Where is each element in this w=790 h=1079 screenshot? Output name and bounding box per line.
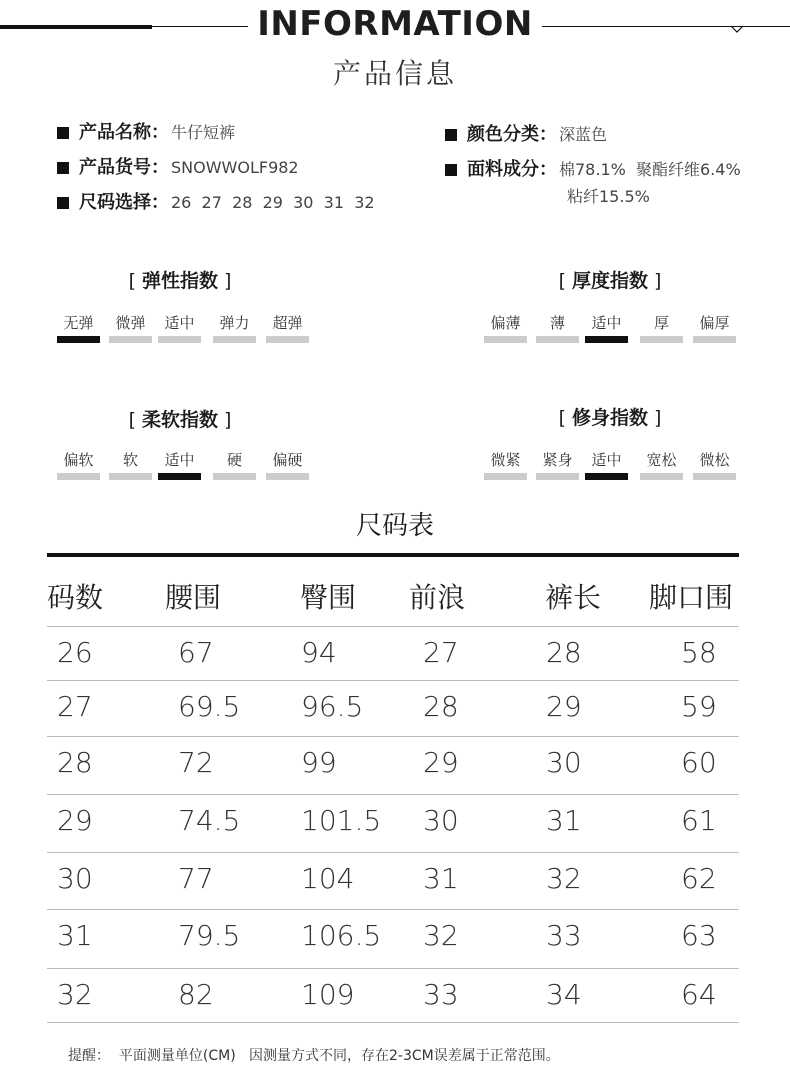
table-cell: 30 bbox=[423, 804, 459, 837]
index-option-label: 偏厚 bbox=[699, 314, 730, 332]
index-thickness bbox=[484, 312, 744, 352]
table-row bbox=[47, 909, 739, 969]
index-title-thickness bbox=[480, 266, 740, 293]
table-row bbox=[47, 736, 739, 795]
index-option-label: 软 bbox=[122, 451, 138, 469]
info-size-options bbox=[57, 188, 375, 214]
table-cell: 28 bbox=[57, 746, 93, 779]
table-cell: 31 bbox=[57, 919, 93, 952]
index-option bbox=[640, 312, 683, 333]
info-value: 棉78.1% 聚酯纤维6.4% bbox=[559, 160, 741, 179]
info-fabric bbox=[445, 155, 741, 181]
table-header-cell: 前浪 bbox=[409, 581, 466, 614]
info-product-code bbox=[57, 153, 299, 179]
index-title-text: 厚度指数 bbox=[571, 270, 648, 292]
table-cell: 30 bbox=[57, 862, 93, 895]
bullet-square-icon bbox=[57, 197, 69, 209]
index-option-label: 适中 bbox=[164, 314, 195, 332]
index-bar bbox=[693, 336, 736, 343]
info-product-name bbox=[57, 118, 235, 144]
index-bar bbox=[693, 473, 736, 480]
table-cell: 27 bbox=[423, 636, 459, 669]
table-cell: 96.5 bbox=[301, 690, 364, 723]
index-option-label: 微弹 bbox=[115, 314, 146, 332]
index-bar bbox=[158, 336, 201, 343]
table-cell: 104 bbox=[301, 862, 355, 895]
index-option-label: 薄 bbox=[549, 314, 565, 332]
index-option-label: 硬 bbox=[226, 451, 242, 469]
index-option bbox=[158, 312, 201, 333]
index-bar bbox=[484, 336, 527, 343]
index-option bbox=[57, 449, 100, 470]
table-cell: 29 bbox=[546, 690, 582, 723]
table-cell: 72 bbox=[178, 746, 214, 779]
table-cell: 69.5 bbox=[178, 690, 241, 723]
index-option-label: 紧身 bbox=[542, 451, 573, 469]
table-cell: 79.5 bbox=[178, 919, 241, 952]
index-option bbox=[57, 312, 100, 333]
bracket-open: [ bbox=[128, 270, 136, 292]
index-title-elasticity bbox=[50, 266, 310, 293]
table-cell: 77 bbox=[178, 862, 214, 895]
table-header-cell: 码数 bbox=[47, 581, 104, 614]
measurement-note: 提醒： 平面测量单位(CM) 因测量方式不同，存在2-3CM误差属于正常范围。 bbox=[68, 1048, 560, 1064]
bracket-close: ] bbox=[654, 407, 662, 429]
table-cell: 59 bbox=[681, 690, 717, 723]
table-cell: 26 bbox=[57, 636, 93, 669]
size-table-title: 尺码表 bbox=[355, 511, 434, 541]
index-option-label: 无弹 bbox=[63, 314, 94, 332]
table-cell: 33 bbox=[546, 919, 582, 952]
index-bar bbox=[484, 473, 527, 480]
index-bar bbox=[213, 336, 256, 343]
bullet-square-icon bbox=[445, 129, 457, 141]
table-cell: 27 bbox=[57, 690, 93, 723]
index-option-label: 适中 bbox=[164, 451, 195, 469]
index-softness bbox=[57, 449, 317, 489]
table-cell: 32 bbox=[423, 919, 459, 952]
table-cell: 61 bbox=[681, 804, 717, 837]
index-bar bbox=[640, 473, 683, 480]
table-cell: 32 bbox=[546, 862, 582, 895]
index-option-label: 适中 bbox=[591, 451, 622, 469]
table-row bbox=[47, 852, 739, 910]
info-label: 产品货号： bbox=[79, 157, 169, 178]
index-title-softness bbox=[50, 405, 310, 432]
table-header-cell: 臀围 bbox=[300, 581, 357, 614]
index-bar-active bbox=[585, 473, 628, 480]
index-option bbox=[266, 312, 309, 333]
bracket-close: ] bbox=[224, 270, 232, 292]
bullet-square-icon bbox=[57, 162, 69, 174]
page-subtitle: 产品信息 bbox=[332, 57, 457, 90]
index-bar bbox=[640, 336, 683, 343]
table-header-cell: 裤长 bbox=[545, 581, 602, 614]
info-label: 产品名称： bbox=[79, 122, 169, 143]
index-option bbox=[484, 449, 527, 470]
info-label: 尺码选择： bbox=[79, 192, 169, 213]
info-value: SNOWWOLF982 bbox=[171, 158, 299, 177]
index-fit bbox=[484, 449, 744, 489]
info-fabric-continued: 粘纤15.5% bbox=[567, 187, 650, 206]
table-cell: 62 bbox=[681, 862, 717, 895]
index-bar-active bbox=[57, 336, 100, 343]
info-value: 26 27 28 29 30 31 32 bbox=[171, 193, 375, 212]
bullet-square-icon bbox=[445, 164, 457, 176]
table-cell: 106.5 bbox=[301, 919, 382, 952]
index-option-label: 偏薄 bbox=[490, 314, 521, 332]
index-option-label: 适中 bbox=[591, 314, 622, 332]
index-option bbox=[158, 449, 201, 470]
index-option bbox=[266, 449, 309, 470]
info-label: 颜色分类： bbox=[467, 124, 557, 145]
index-bar bbox=[266, 336, 309, 343]
index-option bbox=[484, 312, 527, 333]
table-cell: 29 bbox=[57, 804, 93, 837]
index-option-label: 微紧 bbox=[490, 451, 521, 469]
table-row bbox=[47, 680, 739, 737]
index-bar bbox=[109, 473, 152, 480]
index-option bbox=[109, 312, 152, 333]
index-option bbox=[213, 449, 256, 470]
index-option-label: 超弹 bbox=[272, 314, 303, 332]
table-cell: 29 bbox=[423, 746, 459, 779]
index-bar bbox=[57, 473, 100, 480]
page-title: INFORMATION bbox=[257, 4, 533, 44]
index-option-label: 厚 bbox=[653, 314, 669, 332]
index-option bbox=[536, 312, 579, 333]
bracket-open: [ bbox=[558, 270, 566, 292]
index-title-text: 弹性指数 bbox=[141, 270, 218, 292]
table-cell: 63 bbox=[681, 919, 717, 952]
index-option-label: 偏硬 bbox=[272, 451, 303, 469]
index-bar-active bbox=[158, 473, 201, 480]
size-table-bottom-rule bbox=[47, 1022, 739, 1023]
index-option bbox=[640, 449, 683, 470]
index-title-text: 修身指数 bbox=[571, 407, 648, 429]
index-bar bbox=[536, 473, 579, 480]
bracket-open: [ bbox=[128, 409, 136, 431]
info-label: 面料成分： bbox=[467, 159, 557, 180]
table-cell: 30 bbox=[546, 746, 582, 779]
table-cell: 82 bbox=[178, 978, 214, 1011]
table-cell: 94 bbox=[301, 636, 337, 669]
index-bar bbox=[266, 473, 309, 480]
bullet-square-icon bbox=[57, 127, 69, 139]
table-row bbox=[47, 626, 739, 681]
index-option-label: 弹力 bbox=[219, 314, 250, 332]
index-option-label: 微松 bbox=[699, 451, 730, 469]
index-option bbox=[213, 312, 256, 333]
index-option bbox=[109, 449, 152, 470]
size-table-top-rule bbox=[47, 553, 739, 557]
table-cell: 28 bbox=[546, 636, 582, 669]
table-cell: 60 bbox=[681, 746, 717, 779]
table-cell: 64 bbox=[681, 978, 717, 1011]
table-row bbox=[47, 968, 739, 1023]
bracket-close: ] bbox=[654, 270, 662, 292]
info-color bbox=[445, 120, 607, 146]
index-bar bbox=[536, 336, 579, 343]
table-cell: 31 bbox=[546, 804, 582, 837]
index-elasticity bbox=[57, 312, 317, 352]
size-table-header bbox=[47, 576, 739, 626]
table-cell: 67 bbox=[178, 636, 214, 669]
index-option bbox=[585, 449, 628, 470]
info-value: 深蓝色 bbox=[559, 125, 608, 144]
index-option bbox=[536, 449, 579, 470]
table-cell: 33 bbox=[423, 978, 459, 1011]
table-cell: 109 bbox=[301, 978, 355, 1011]
index-option bbox=[585, 312, 628, 333]
table-cell: 58 bbox=[681, 636, 717, 669]
table-header-cell: 腰围 bbox=[165, 581, 222, 614]
table-header-cell: 脚口围 bbox=[649, 581, 734, 614]
bracket-open: [ bbox=[558, 407, 566, 429]
table-cell: 32 bbox=[57, 978, 93, 1011]
index-bar bbox=[109, 336, 152, 343]
index-option bbox=[693, 449, 736, 470]
index-title-text: 柔软指数 bbox=[141, 409, 218, 431]
index-bar bbox=[213, 473, 256, 480]
table-cell: 31 bbox=[423, 862, 459, 895]
info-value: 牛仔短裤 bbox=[171, 123, 236, 142]
index-title-fit bbox=[480, 403, 740, 430]
index-option-label: 宽松 bbox=[646, 451, 677, 469]
index-option bbox=[693, 312, 736, 333]
table-row bbox=[47, 794, 739, 853]
bracket-close: ] bbox=[224, 409, 232, 431]
table-cell: 101.5 bbox=[301, 804, 382, 837]
table-cell: 28 bbox=[423, 690, 459, 723]
index-option-label: 偏软 bbox=[63, 451, 94, 469]
index-bar-active bbox=[585, 336, 628, 343]
table-cell: 34 bbox=[546, 978, 582, 1011]
table-cell: 74.5 bbox=[178, 804, 241, 837]
table-cell: 99 bbox=[301, 746, 337, 779]
